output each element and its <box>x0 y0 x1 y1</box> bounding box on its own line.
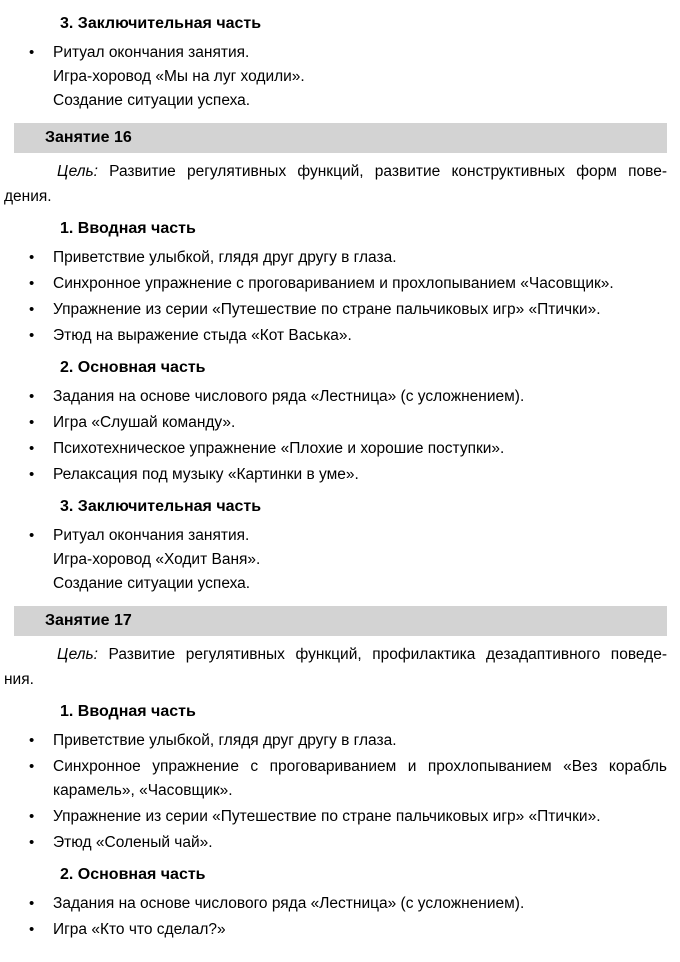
bullet-text: Синхронное упражнение с проговариванием и прохлопыванием «Часовщик». <box>53 275 614 292</box>
bullet-text-cont: Создание ситуации успеха. <box>53 92 251 109</box>
bullet-text: Приветствие улыбкой, глядя друг другу в глаза. <box>53 249 397 266</box>
bullet-item <box>4 41 667 113</box>
bullet-icon: • <box>29 808 35 825</box>
bullet-item <box>4 805 667 829</box>
bullet-list-final-16 <box>4 524 667 596</box>
bullet-icon: • <box>29 275 35 292</box>
bullet-list-prev-final <box>4 41 667 113</box>
bullet-icon: • <box>29 440 35 457</box>
bullet-icon: • <box>29 834 35 851</box>
bullet-text: Приветствие улыбкой, глядя друг другу в глаза. <box>53 732 397 749</box>
bullet-text-cont: Игра-хоровод «Мы на луг ходили». <box>53 68 305 85</box>
bullet-item <box>4 246 667 270</box>
bullet-text: Ритуал окончания занятия. <box>53 44 250 61</box>
bullet-item <box>4 755 667 803</box>
bullet-text: Игра «Слушай команду». <box>53 414 236 431</box>
section-heading-final-16: 3. Заключительная часть <box>60 498 262 515</box>
bullet-item <box>4 729 667 753</box>
bullet-text: Релаксация под музыку «Картинки в уме». <box>53 466 359 483</box>
bullet-icon: • <box>29 249 35 266</box>
bullet-text: Этюд на выражение стыда «Кот Васька». <box>53 327 352 344</box>
bullet-text: Синхронное упражнение с проговариванием и прохлопыванием «Вез корабль <box>53 758 667 775</box>
bullet-icon: • <box>29 527 35 544</box>
lesson-17-banner: Занятие 17 <box>14 606 667 636</box>
bullet-text-cont: карамель», «Часовщик». <box>53 782 233 799</box>
goal-text: Развитие регулятивных функций, развитие конструктивных форм пове- <box>97 163 667 180</box>
bullet-icon: • <box>29 388 35 405</box>
goal-text-cont: дения. <box>4 188 52 205</box>
bullet-text-cont: Игра-хоровод «Ходит Ваня». <box>53 551 261 568</box>
bullet-text: Задания на основе числового ряда «Лестница» (с усложнением). <box>53 895 525 912</box>
bullet-item <box>4 463 667 487</box>
bullet-list-intro-16 <box>4 246 667 348</box>
bullet-text-cont: Создание ситуации успеха. <box>53 575 251 592</box>
goal-text: Развитие регулятивных функций, профилактика дезадаптивного поведе- <box>97 646 667 663</box>
bullet-icon: • <box>29 732 35 749</box>
bullet-list-intro-17 <box>4 729 667 855</box>
bullet-item <box>4 272 667 296</box>
bullet-list-main-17 <box>4 892 667 942</box>
bullet-icon: • <box>29 327 35 344</box>
bullet-item <box>4 411 667 435</box>
bullet-item <box>4 298 667 322</box>
bullet-item <box>4 524 667 596</box>
bullet-icon: • <box>29 44 35 61</box>
section-heading-main-16: 2. Основная часть <box>60 359 206 376</box>
bullet-item <box>4 892 667 916</box>
section-heading-intro-17: 1. Вводная часть <box>60 703 196 720</box>
bullet-text: Задания на основе числового ряда «Лестница» (с усложнением). <box>53 388 525 405</box>
lesson-16-goal-paragraph <box>4 159 667 209</box>
bullet-text: Этюд «Соленый чай». <box>53 834 213 851</box>
section-heading-intro-16: 1. Вводная часть <box>60 220 196 237</box>
goal-text-cont: ния. <box>4 671 34 688</box>
bullet-icon: • <box>29 895 35 912</box>
bullet-text: Упражнение из серии «Путешествие по стране пальчиковых игр» «Птички». <box>53 808 601 825</box>
bullet-icon: • <box>29 466 35 483</box>
bullet-item <box>4 324 667 348</box>
goal-label: Цель: <box>57 646 98 663</box>
section-heading-final-prev: 3. Заключительная часть <box>60 15 262 32</box>
bullet-item <box>4 831 667 855</box>
bullet-text: Упражнение из серии «Путешествие по стране пальчиковых игр» «Птички». <box>53 301 601 318</box>
bullet-icon: • <box>29 758 35 775</box>
bullet-icon: • <box>29 414 35 431</box>
goal-line <box>4 159 667 184</box>
goal-line <box>4 642 667 667</box>
bullet-icon: • <box>29 301 35 318</box>
bullet-text: Игра «Кто что сделал?» <box>53 921 226 938</box>
goal-label: Цель: <box>57 163 98 180</box>
bullet-text: Психотехническое упражнение «Плохие и хорошие поступки». <box>53 440 505 457</box>
lesson-16-banner: Занятие 16 <box>14 123 667 153</box>
bullet-list-main-16 <box>4 385 667 487</box>
lesson-17-goal-paragraph <box>4 642 667 692</box>
section-heading-main-17: 2. Основная часть <box>60 866 206 883</box>
bullet-icon: • <box>29 921 35 938</box>
bullet-item <box>4 437 667 461</box>
bullet-item <box>4 385 667 409</box>
bullet-text: Ритуал окончания занятия. <box>53 527 250 544</box>
bullet-item <box>4 918 667 942</box>
